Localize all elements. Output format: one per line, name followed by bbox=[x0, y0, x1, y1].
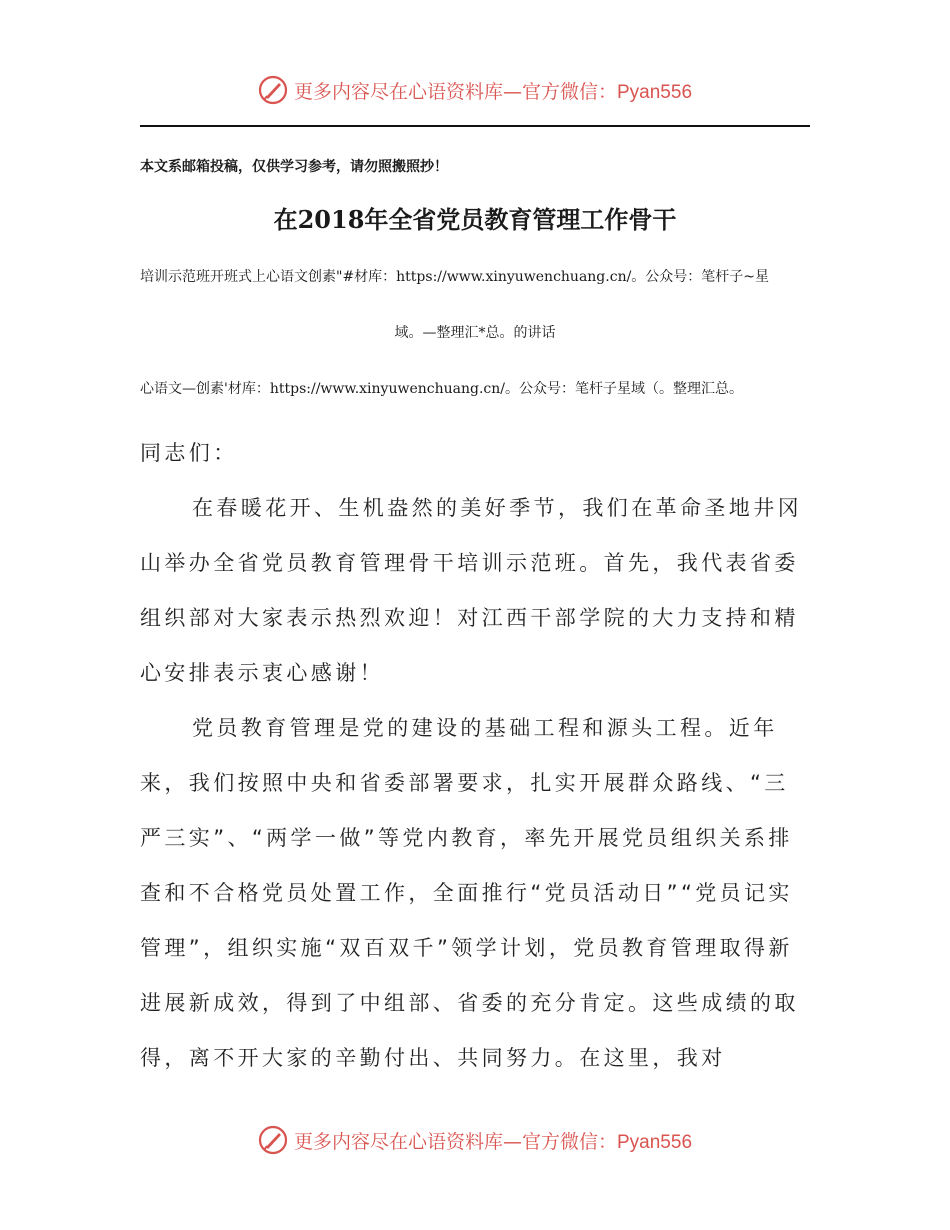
salutation: 同志们： bbox=[140, 441, 238, 465]
banner-text: 更多内容尽在心语资料库—官方微信：Pyan556 bbox=[293, 80, 693, 103]
subtitle-line-1: 培训示范班开班式上心语文创素"#材库：https://www.xinyuwenchuang.cn/。公众号：笔杆子~星 bbox=[140, 269, 770, 285]
paragraph: 在春暖花开、生机盎然的美好季节，我们在革命圣地井冈山举办全省党员教育管理骨干培训示范班。首先，我代表省委组织部对大家表示热烈欢迎！对江西干部学院的大力支持和精心安排表示衷心感谢！ bbox=[140, 496, 802, 685]
document-title: 在2018年全省党员教育管理工作骨干 bbox=[273, 205, 677, 234]
paragraph: 党员教育管理是党的建设的基础工程和源头工程。近年来，我们按照中央和省委部署要求，扎实开展群众路线、“三严三实”、“两学一做”等党内教育，率先开展党员组织关系排查和不合格党员处置工作，全面推行“党员活动日”“党员记实管理”，组织实施“双百双千”领学计划，党员教育管理取得新进展新成效，得到了中组部、省委的充分肯定。这些成绩的取得，离不开大家的辛勤付出、共同努力。在这里，我对 bbox=[140, 716, 799, 1070]
quill-logo-icon bbox=[258, 75, 288, 105]
header-rule bbox=[140, 125, 810, 127]
header-banner bbox=[0, 70, 950, 110]
banner-text: 更多内容尽在心语资料库—官方微信：Pyan556 bbox=[293, 1130, 693, 1153]
document-body bbox=[140, 426, 810, 1086]
subtitle-line-2: 域。—整理汇*总。的讲话 bbox=[394, 325, 556, 341]
footer-banner bbox=[0, 1120, 950, 1160]
quill-logo-icon bbox=[258, 1125, 288, 1155]
notice-text: 本文系邮箱投稿，仅供学习参考，请勿照搬照抄！ bbox=[140, 159, 448, 175]
wechat-handle: Pyan556 bbox=[617, 1131, 693, 1153]
source-line: 心语文—创素'材库：https://www.xinyuwenchuang.cn/。公众号：笔杆子星域（。整理汇总。 bbox=[140, 381, 743, 397]
wechat-handle: Pyan556 bbox=[617, 81, 693, 103]
